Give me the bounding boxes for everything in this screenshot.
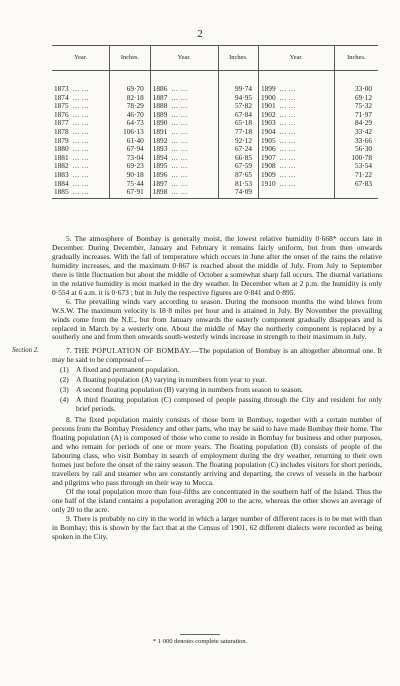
year-value: 1898 [152,187,168,197]
inches-cell: 78·29 [110,102,151,111]
section-title: THE POPULATION OF BOMBAY. [73,346,192,356]
year-cell [52,188,110,198]
inches-cell: 69·12 [334,94,378,103]
year-value: 1884 [54,178,69,188]
column-header: Year. [259,46,335,71]
leader-dots: ... ... [72,169,89,179]
year-value: 1909 [261,169,276,179]
leader-dots: ... ... [171,144,188,154]
leader-dots: ... ... [72,126,89,136]
leader-dots: ... ... [72,118,89,128]
inches-cell: 67·91 [110,188,151,198]
leader-dots: ... ... [72,109,89,119]
year-value: 1900 [261,92,276,102]
year-value: 1879 [54,135,69,145]
leader-dots: ... ... [171,92,188,102]
list-text: A fixed and permanent population. [76,365,180,375]
paragraph-7-text: —The population of Bombay is an altogether abnormal one. It may be said to be composed of— [52,346,383,365]
inches-cell: 64·73 [110,119,151,128]
table-row [52,71,378,94]
year-value: 1893 [152,144,168,154]
table-row [52,94,378,103]
inches-cell: 84·29 [334,119,378,128]
paragraph-7-number: 7. [66,346,72,356]
leader-dots: ... ... [279,178,296,188]
inches-cell: 67·24 [218,145,258,154]
rainfall-table [52,45,378,199]
year-value: 1901 [261,101,276,111]
inches-cell: 66·85 [218,154,258,163]
year-value: 1907 [261,152,276,162]
year-value: 1889 [152,109,168,119]
list-text: A third floating population (C) composed of people passing through the City and resident for only brief periods. [76,395,382,414]
table-row [52,154,378,163]
inches-cell: 100·78 [334,154,378,163]
leader-dots: ... ... [279,109,296,119]
leader-dots: ... ... [279,161,296,171]
leader-dots: ... ... [171,152,188,162]
year-value: 1892 [152,135,168,145]
year-value: 1886 [152,84,168,93]
inches-cell: 61·40 [110,137,151,146]
year-value: 1877 [54,118,69,128]
inches-cell: 82·18 [110,94,151,103]
year-value: 1903 [261,118,276,128]
leader-dots: ... ... [279,92,296,102]
paragraph-6: 6. The prevailing winds vary according to season. During the monsoon months the wind blows from W.S.W. The maximum velocity is 18·8 miles per hour and is attained in July. By November the prevailing winds come from the N.E., but from January onwards the easterly component gradually disappears and is replaced in March by a westerly one. About the middle of May the northerly component is replaced by a southerly one and from then onwards south-westerly winds increase in strength to their maximum in July. [52,296,382,342]
inches-cell: 75·44 [110,180,151,189]
year-cell [150,188,218,198]
year-value: 1902 [261,109,276,119]
year-cell [52,71,110,94]
inches-cell: 33·42 [334,128,378,137]
column-header: Inches. [110,46,151,71]
leader-dots: ... ... [279,101,296,111]
column-header: Inches. [334,46,378,71]
table-row [52,128,378,137]
year-value: 1888 [152,101,168,111]
inches-cell: 81·53 [218,180,258,189]
leader-dots: ... ... [279,144,296,154]
year-value: 1883 [54,169,69,179]
year-value: 1895 [152,161,168,171]
leader-dots: ... ... [72,161,89,171]
paragraph-9: 9. There is probably no city in the world in which a larger number of different races is to be met with than in Bombay; this is shown by the fact that at the Census of 1901, 62 different dialects were recorded as being spoken in the City. [52,513,382,541]
paragraph-5: 5. The atmosphere of Bombay is generally moist, the lowest relative humidity 0·668* occurs late in December. During December, January and February it remains fairly uniform, but from then onwards gradually increases. With the fall of temperature which occurs in June after the onset of the rains the relative humidity increases, and the maximum 0·867 is reached about the middle of July. From July to September there is little fluctuation but about the middle of October a somewhat sharp fall occurs. The diurnal variations in the relative humidity is most marked in the dry weather. In December when at 2 p.m. the humidity is only 0·554 at 6 a.m. it is 0·673 ; but in July the respective figures are 0·841 and 0·895. [52,234,382,297]
inches-cell: 53·54 [334,162,378,171]
list-number: (2) [60,375,69,385]
inches-cell: 73·04 [110,154,151,163]
inches-cell: 56·30 [334,145,378,154]
table-row [52,119,378,128]
inches-cell: 67·83 [334,180,378,189]
table-row [52,111,378,120]
list-number: (1) [60,365,69,375]
inches-cell: 57·82 [218,102,258,111]
paragraph-8: 8. The fixed population mainly consists of those born in Bombay, together with a certain number of persons from the Bombay Presidency and other parts, who may be said to have made Bombay their home. The floating population (A) is composed of those who come to reside in Bombay for business and other purposes, and who remain for periods of one or more years. The floating population (B) consists of people of the labouring class, who visit Bombay in search of employment during the dry weather, returning to their own homes just before the onset of the rainy season. The floating population (C) includes visitors for short periods, travellers by rail and steamer who are constantly arriving and departing, the crews of vessels in the harbour and pilgrims who pass through on their way to Mecca. [52,415,382,487]
year-value: 1880 [54,144,69,154]
year-value: 1874 [54,92,69,102]
year-value: 1885 [54,187,69,197]
inches-cell: 75·32 [334,102,378,111]
inches-cell: 90·18 [110,171,151,180]
year-value: 1905 [261,135,276,145]
year-value: 1890 [152,118,168,128]
leader-dots: ... ... [171,135,188,145]
year-value: 1897 [152,178,168,188]
leader-dots: ... ... [72,187,89,197]
year-value: 1894 [152,152,168,162]
leader-dots: ... ... [279,84,296,93]
inches-cell: 94·95 [218,94,258,103]
paragraph-7 [12,346,383,365]
inches-cell: 71·97 [334,111,378,120]
leader-dots: ... ... [171,84,188,93]
table-row [52,102,378,111]
rainfall-table-body [52,71,378,199]
year-value: 1876 [54,109,69,119]
main-text [12,234,383,541]
table-row [52,188,378,198]
year-cell [150,71,218,94]
inches-cell [334,188,378,198]
leader-dots: ... ... [171,187,188,197]
inches-cell: 106·13 [110,128,151,137]
table-row [52,180,378,189]
section-label: Section 2. [12,347,39,355]
table-row [52,162,378,171]
footnote-divider [180,634,220,635]
year-value: 1887 [152,92,168,102]
list-number: (3) [60,385,69,395]
inches-cell: 65·18 [218,119,258,128]
year-value: 1878 [54,126,69,136]
inches-cell: 67·59 [218,162,258,171]
leader-dots: ... ... [72,152,89,162]
year-value: 1891 [152,126,168,136]
year-value: 1908 [261,161,276,171]
leader-dots: ... ... [279,126,296,136]
inches-cell: 67·84 [218,111,258,120]
leader-dots: ... ... [171,126,188,136]
column-header: Inches. [218,46,258,71]
list-item [52,386,382,395]
inches-cell: 46·70 [110,111,151,120]
inches-cell: 33·00 [334,71,378,94]
leader-dots: ... ... [171,169,188,179]
year-cell [259,71,335,94]
leader-dots: ... ... [72,144,89,154]
leader-dots: ... ... [72,101,89,111]
list-number: (4) [60,395,69,405]
leader-dots: ... ... [171,109,188,119]
paragraph-8-continued: Of the total population more than four-fifths are concentrated in the southern half of the Island. Thus the one half of the island contains a population averaging 200 to the acre, whereas the other shows an average of only 20 to the acre. [52,486,382,514]
table-row [52,145,378,154]
list-item [52,376,382,385]
leader-dots: ... ... [72,178,89,188]
inches-cell: 69·23 [110,162,151,171]
column-header: Year. [52,46,110,71]
page-number: 2 [197,28,203,40]
year-value: 1904 [261,126,276,136]
list-text: A floating population (A) varying in numbers from year to year. [76,375,267,385]
leader-dots: ... ... [171,118,188,128]
year-value: 1899 [261,84,276,93]
leader-dots: ... ... [279,118,296,128]
table-row [52,137,378,146]
leader-dots: ... ... [279,169,296,179]
year-value: 1881 [54,152,69,162]
year-value: 1910 [261,178,276,188]
column-header: Year. [150,46,218,71]
inches-cell: 87·65 [218,171,258,180]
inches-cell: 33·66 [334,137,378,146]
inches-cell: 67·94 [110,145,151,154]
inches-cell: 69·70 [110,71,151,94]
inches-cell: 99·74 [218,71,258,94]
leader-dots: ... ... [72,84,89,93]
year-value: 1873 [54,84,69,93]
inches-cell: 77·18 [218,128,258,137]
year-value: 1906 [261,144,276,154]
leader-dots: ... ... [72,92,89,102]
table-row [52,171,378,180]
leader-dots: ... ... [279,152,296,162]
list-item [52,396,382,414]
list-item [52,366,382,375]
year-cell [259,180,335,189]
footnote: * 1·000 denotes complete saturation. [152,638,248,645]
table-header-row [52,46,378,71]
year-value: 1875 [54,101,69,111]
leader-dots: ... ... [171,161,188,171]
year-value: 1896 [152,169,168,179]
leader-dots: ... ... [72,135,89,145]
inches-cell: 92·12 [218,137,258,146]
leader-dots: ... ... [279,135,296,145]
year-cell [259,188,335,198]
inches-cell: 74·09 [218,188,258,198]
list-text: A second floating population (B) varying in numbers from season to season. [76,385,303,395]
inches-cell: 71·22 [334,171,378,180]
year-value: 1882 [54,161,69,171]
leader-dots: ... ... [171,101,188,111]
leader-dots: ... ... [171,178,188,188]
